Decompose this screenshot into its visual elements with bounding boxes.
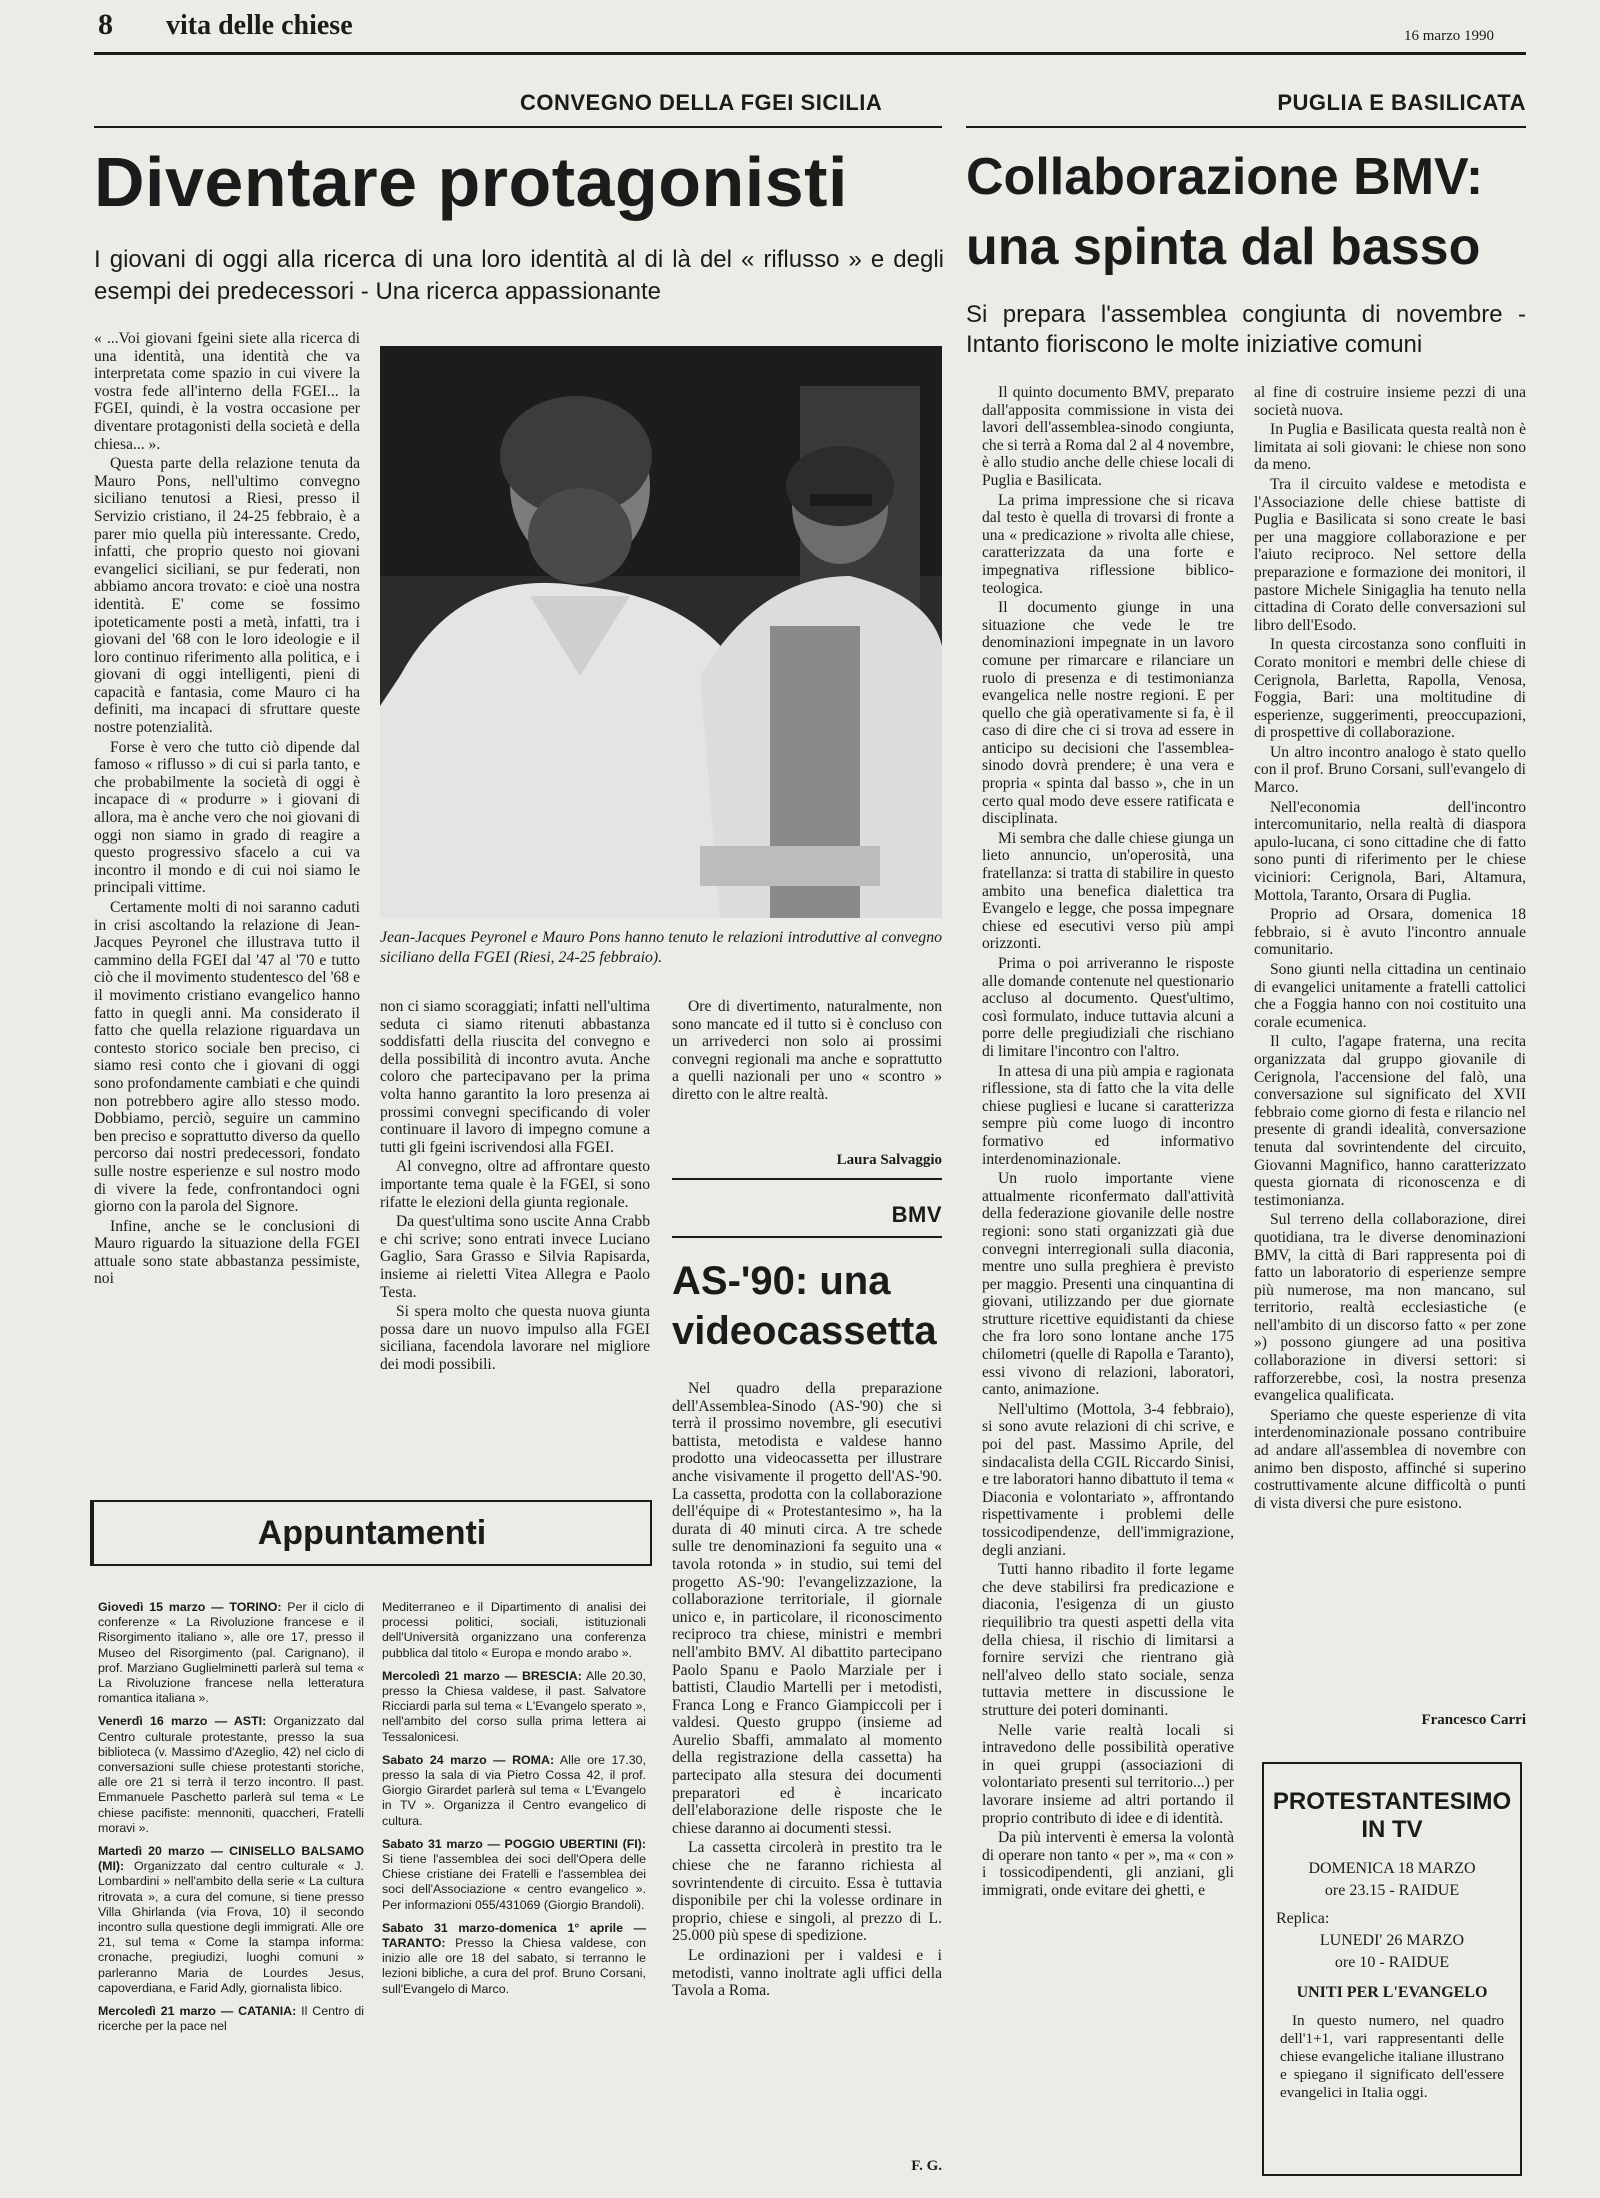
paragraph: Ore di divertimento, naturalmente, non sono mancate ed il tutto si è concluso con un arrivederci non solo ai prossimi convegni regionali ma anche e soprattutto a quelli nazionali per uno « scontro » diretto con le altre realtà.	[672, 998, 942, 1103]
article2-kicker: BMV	[891, 1202, 942, 1227]
article2-kicker-rule	[672, 1236, 942, 1238]
event-date: Venerdì 16 marzo — ASTI:	[98, 1714, 267, 1729]
event-text: Per il ciclo di conferenze « La Rivoluzione francese e il Risorgimento italiano », alle ore 17, presso il Museo del Risorgimento (pal. Carignano), il prof. Marziano Guglielminetti parlerà sul tema « La Rivoluzione francese nella letteratura romantica italiana ».	[98, 1600, 364, 1706]
article1-column-2	[380, 998, 650, 1468]
paragraph: Nell'economia dell'incontro intercomunitario, nella realtà di diaspora apulo-lucana, ci sono cittadine che di fatto sono punti di riferimento per le chiese viciniori: Cerignola, Bari, Altamura, Mottola, Taranto, Orsara di Puglia.	[1254, 798, 1526, 904]
event-text: Mediterraneo e il Dipartimento di analisi dei processi politici, sociali, istituzionali dell'Università organizzano una conferenza pubblica dal titolo « Europa e mondo arabo ».	[382, 1600, 646, 1660]
article2-top-rule	[672, 1178, 942, 1180]
paragraph: Nel quadro della preparazione dell'Assemblea-Sinodo (AS-'90) che si terrà il prossimo novembre, gli esecutivi battista, metodista e valdese hanno prodotto una videocassetta per illustrare anche visivamente il progetto dell'AS-'90. La cassetta, prodotta con la collaborazione dell'équipe di « Protestantesimo », ha la durata di 40 minuti circa. A tre schede sulle tre denominazioni fa seguito una « tavola rotonda » in studio, sui temi del progetto AS-'90: l'evangelizzazione, la collaborazione territoriale, il giornale unico e, in particolare, il riconoscimento reciproco tra chiese, ministri e membri nell'ambito BMV. Al dibattito partecipano Paolo Spanu e Paolo Marziale per i battisti, Claudio Martelli per i metodisti, Franca Long e Franco Giampiccoli per i valdesi. Questo gruppo (insieme ad Aurelio Sbaffi, ammalato al momento della registrazione della cassetta) ha partecipato alla stesura dei documenti preparatori ed è incaricato dell'elaborazione delle risposte che le chiese daranno ai documenti stessi.	[672, 1380, 942, 1837]
article1-signature: Laura Salvaggio	[836, 1152, 942, 1168]
paragraph: Nell'ultimo (Mottola, 3-4 febbraio), si sono avute relazioni di chi scrive, e poi del past. Massimo Aprile, del sindacalista della CGIL Riccardo Sinisi, e tre laboratori hanno dibattuto il tema « Diaconia e volontariato », affrontando rispettivamente i problemi delle tossicodipendenze, dell'immigrazione, degli anziani.	[982, 1400, 1234, 1559]
article3-column-1	[982, 384, 1234, 2184]
paragraph: non ci siamo scoraggiati; infatti nell'ultima seduta ci siamo ritenuti abbastanza soddisfatti della riuscita del convegno e della possibilità di incontro avuta. Anche coloro che partecipavano per la prima volta hanno garantito la loro presenza ai prossimi convegni specificando di voler continuare il lavoro di impegno comune a tutti gli fgeini iscrivendosi alla FGEI.	[380, 998, 650, 1156]
tv-box-title-line-1: PROTESTANTESIMO	[1272, 1788, 1512, 1815]
protestantesimo-tv-box	[1262, 1762, 1522, 2176]
event-date: Martedì 20 marzo — CINISELLO BALSAMO (MI):	[98, 1844, 364, 1874]
event-text: Presso la Chiesa valdese, con inizio alle ore 18 del sabato, si terranno le lezioni bibliche, a cura del prof. Bruno Corsani, sull'Evangelo di Marco.	[382, 1936, 646, 1996]
article1-headline: Diventare protagonisti	[94, 143, 848, 221]
event-text: Il Centro di ricerche per la pace nel	[98, 2004, 364, 2034]
event-date: Sabato 24 marzo — ROMA:	[382, 1752, 555, 1767]
appuntamenti-title-box	[90, 1500, 652, 1566]
article3-headline-line-2: una spinta dal basso	[966, 218, 1481, 276]
tv-airing-date: DOMENICA 18 MARZO	[1308, 1860, 1476, 1877]
event-text: Organizzato dal Centro culturale protestante, presso la sua biblioteca (v. Massimo d'Azeglio, 42) nel ciclo di conversazioni sulle chiese protestanti storiche, alle ore 21 si terrà il terzo incontro. Il past. Emmanuele Paschetto parlerà sul tema « Le chiese pacifiste: mennoniti, quaccheri, Fratelli moravi ».	[98, 1714, 364, 1835]
paragraph: Si spera molto che questa nuova giunta possa dare un nuovo impulso alla FGEI siciliana, facendola lavorare nel migliore dei modi possibili.	[380, 1303, 650, 1373]
tv-program-title: UNITI PER L'EVANGELO	[1296, 1984, 1488, 2001]
tv-replica-time: ore 10 - RAIDUE	[1334, 1954, 1450, 1971]
article1-column-1	[94, 330, 360, 1470]
article3-column-2	[1254, 384, 1526, 1704]
paragraph: Questa parte della relazione tenuta da Mauro Pons, nell'ultimo convegno siciliano tenutosi a Riesi, presso il Servizio cristiano, il 24-25 febbraio, è a parer mio quella più interessante. Credo, infatti, che proprio questo noi giovani evangelici siciliani, se pur federati, non abbiamo ancora trovato: e cioè una nostra identità. E' come se fossimo ipoteticamente posti a metà, infatti, tra i giovani del '68 con le loro ideologie e il loro continuo riferimento alla politica, e i giovani di oggi intelligenti, pieni di capacità e fantasia, come Mauro ci ha definiti, ma incapaci di sfruttare queste nostre potenzialità.	[94, 455, 360, 737]
article3-signature: Francesco Carri	[1421, 1712, 1526, 1728]
convegno-photo	[380, 346, 942, 918]
event-date: Mercoledì 21 marzo — CATANIA:	[98, 2004, 297, 2019]
appuntamenti-column-1	[98, 1600, 364, 2185]
event-date: Giovedì 15 marzo — TORINO:	[98, 1600, 282, 1614]
event-item	[98, 1844, 364, 1996]
paragraph: Forse è vero che tutto ciò dipende dal famoso « riflusso » di cui si parla tanto, e che probabilmente la società di oggi è incapace di « produrre » i giovani di allora, ma è anche vero che noi giovani di oggi non siamo in grado di reagire a questo progressivo sfacelo a cui va incontro il mondo e di cui noi siamo le principali vittime.	[94, 738, 360, 897]
event-item	[382, 1753, 646, 1829]
paragraph: Mi sembra che dalle chiese giunga un lieto annuncio, un'operosità, una fratellanza: si tratta di stabilire in questo ambito una benefica dialettica tra Evangelo e legge, che possa impegnare chiese ed esecutivi verso più ampi orizzonti.	[982, 829, 1234, 953]
tv-program-description: In questo numero, nel quadro dell'1+1, vari rappresentanti delle chiese evangeliche italiane illustrano e spiegano il significato dell'essere evangelici in Italia oggi.	[1280, 2012, 1504, 2101]
tv-airing-time: ore 23.15 - RAIDUE	[1324, 1882, 1460, 1899]
appuntamenti-title: Appuntamenti	[257, 1514, 487, 1552]
article3-kicker: PUGLIA E BASILICATA	[1277, 90, 1526, 115]
event-item	[98, 1714, 364, 1836]
article1-deck: I giovani di oggi alla ricerca di una loro identità al di là del « riflusso » e degli esempi dei predecessori - Una ricerca appassionante	[94, 246, 944, 305]
paragraph: In questa circostanza sono confluiti in Corato monitori e membri delle chiese di Cerignola, Barletta, Rapolla, Venosa, Foggia, Bari: una moltitudine di esperienze, suggerimenti, preoccupazioni, di prospettive di collaborazione.	[1254, 636, 1526, 742]
event-item	[382, 1921, 646, 1997]
page-number: 8	[98, 8, 113, 41]
paragraph: Speriamo che queste esperienze di vita interdenominazionale possano contribuire ad andare all'assemblea di novembre con animo ben disposto, affinché si superino costruttivamente alcune difficoltà o punti di vista diversi che pure esistono.	[1254, 1406, 1526, 1512]
article3-headline-line-1: Collaborazione BMV:	[966, 148, 1484, 206]
event-text: Alle ore 17.30, presso la sala di via Pietro Cossa 42, il prof. Giorgio Girardet parlerà sul tema « L'Evangelo in TV ». Organizza il Centro evangelico di cultura.	[382, 1752, 646, 1828]
photo-caption: Jean-Jacques Peyronel e Mauro Pons hanno tenuto le relazioni introduttive al convegno siciliano della FGEI (Riesi, 24-25 febbraio).	[380, 929, 942, 966]
paragraph: Le ordinazioni per i valdesi e i metodisti, vanno inoltrate agli uffici della Tavola a Roma.	[672, 1947, 942, 2000]
paragraph: Sono giunti nella cittadina un centinaio di evangelici unitamente a fratelli cattolici che a Foggia hanno con noi costituito una corale ecumenica.	[1254, 961, 1526, 1031]
issue-date: 16 marzo 1990	[1404, 28, 1494, 44]
paragraph: Sul terreno della collaborazione, direi quotidiana, tra le diverse denominazioni BMV, la città di Bari rappresenta poi di fatto un laboratorio di esperienze sempre più numerose, ma non mancano, sul territorio, realtà ecclesiastiche (e nell'ambito di un discorso fatto « per zone ») possono giungere ad una positiva collaborazione in diversi settori: si rafforzerebbe, così, la nostra presenza evangelica qualificata.	[1254, 1211, 1526, 1405]
paragraph: Un altro incontro analogo è stato quello con il prof. Bruno Corsani, sull'evangelo di Marco.	[1254, 743, 1526, 797]
event-text: Organizzato dal centro culturale « J. Lombardini » nell'ambito della serie « La cultura ritrovata », a cura del comune, si tiene presso Villa Ghirlanda (via Frova, 10) il secondo incontro sulla questione degli immigrati. Alle ore 21, sul tema « Come la stampa informa: cronache, pregiudizi, luoghi comuni » parleranno Maria de Lourdes Jesus, capoverdiana, e Farid Adly, giornalista libico.	[98, 1859, 364, 1995]
paragraph: Il documento giunge in una situazione che vede le tre denominazioni impegnate in un lavoro comune per rimarcare e rilanciare un ruolo di presenza e di testimonianza evangelica nelle nostre regioni. E per quello che già operativamente si fa, è il caso di dire che ci si trova ad essere in anticipo su decisioni che l'assemblea-sinodo dovrà prendere; è una vera e propria « spinta dal basso », che in un certo qual modo deve essere ratificata e disciplinata.	[982, 599, 1234, 828]
paragraph: « ...Voi giovani fgeini siete alla ricerca di una identità, una identità che va interpretata come spazio in cui vivere la vostra fede all'interno della FGEI... la FGEI, quindi, è la vostra occasione per diventare protagonisti della società e della chiesa... ».	[94, 330, 360, 453]
photo-illustration	[380, 346, 942, 918]
appuntamenti-column-2	[382, 1600, 646, 2185]
section-title: vita delle chiese	[166, 10, 353, 41]
article1-kicker-rule	[94, 126, 942, 128]
event-date: Mercoledì 21 marzo — BRESCIA:	[382, 1668, 582, 1683]
tv-replica-date: LUNEDI' 26 MARZO	[1319, 1932, 1465, 1949]
article3-kicker-rule	[966, 126, 1526, 128]
paragraph: In Puglia e Basilicata questa realtà non è limitata ai soli giovani: le chiese non sono da meno.	[1254, 421, 1526, 474]
event-date: Sabato 31 marzo — POGGIO UBERTINI (FI):	[382, 1836, 646, 1851]
paragraph: Certamente molti di noi saranno caduti in crisi ascoltando la relazione di Jean-Jacques Peyronel che illustrava tutto il cammino della FGEI dal '47 al '70 e tutto ciò che il movimento studentesco del '68 e il movimento cristiano evangelico hanno fatto in quegli anni. Ma considerato il fatto che quella relazione riguardava un contesto storico sociale ben preciso, ci siamo resi conto che i giovani di oggi sono profondamente cambiati e che quindi non potrebbero agire allo stesso modo. Dobbiamo, perciò, seguire un cammino ben preciso e soprattutto diverso da quello percorso dai nostri predecessori, fondato sulle nostre esperienze e sul nostro modo di vivere la fede, confrontandoci ogni giorno con la parola del Signore.	[94, 899, 360, 1216]
masthead-rule	[94, 52, 1526, 55]
article1-kicker: CONVEGNO DELLA FGEI SICILIA	[520, 90, 883, 115]
paragraph: Tutti hanno ribadito il forte legame che deve stabilirsi fra predicazione e diaconia, l'esigenza di un giusto riequilibrio tra questi aspetti della vita della chiesa, il rischio di limitarsi a fornire servizi che rientrano già nell'alveo dello stato sociale, senza tuttavia mettere in discussione le strutture dei poteri dominanti.	[982, 1561, 1234, 1719]
article1-column-3	[672, 998, 942, 1106]
event-item	[98, 1600, 364, 1706]
tv-box-title-line-2: IN TV	[1361, 1816, 1423, 1843]
event-date: Sabato 31 marzo-domenica 1° aprile — TARANTO:	[382, 1920, 646, 1951]
paragraph: In attesa di una più ampia e ragionata riflessione, sta di fatto che la vita delle chiese pugliesi e lucane si caratterizza sempre più come luogo di incontro formativo ed informativo interdenominazionale.	[982, 1062, 1234, 1168]
paragraph: Nelle varie realtà locali si intravedono delle possibilità operative in quei gruppi (associazioni di volontariato presenti sul territorio...) per lavorare insieme ad altri portando il proprio contributo di idee e di identità.	[982, 1721, 1234, 1827]
paragraph: al fine di costruire insieme pezzi di una società nuova.	[1254, 384, 1526, 419]
event-text: Si tiene l'assemblea dei soci dell'Opera delle Chiese cristiane dei Fratelli e l'assemblea dei soci dell'Associazione « centro evangelico ». Per informazioni 055/431069 (Giorgio Brandoli).	[382, 1852, 646, 1912]
paragraph: Prima o poi arriveranno le risposte alle domande contenute nel questionario accluso al documento. Quest'ultimo, così formulato, induce tuttavia alcuni a porre delle pregiudiziali che rischiano di limitare l'incontro con l'altro.	[982, 955, 1234, 1060]
paragraph: Da quest'ultima sono uscite Anna Crabb e chi scrive; sono entrati invece Luciano Gaglio, Sara Grasso e Silvia Rapisarda, insieme ai rieletti Vitea Allegra e Paolo Testa.	[380, 1213, 650, 1301]
paragraph: Il culto, l'agape fraterna, una recita organizzata dal gruppo giovanile di Cerignola, l'accensione del falò, una conversazione sul significato del XVII febbraio come giorno di festa e rilancio nel presente di grandi idealità, conversazione tenuta dal sovrintendente del circuito, Giovanni Magnifico, hanno caratterizzato questa giornata di riconoscenza e di testimonianza.	[1254, 1033, 1526, 1209]
article2-signature: F. G.	[911, 2158, 942, 2174]
article3-deck: Si prepara l'assemblea congiunta di novembre - Intanto fioriscono le molte iniziative comuni	[966, 301, 1526, 358]
article2-headline-line-2: videocassetta	[672, 1309, 937, 1353]
event-item	[98, 2004, 364, 2034]
event-item	[382, 1669, 646, 1745]
paragraph: Al convegno, oltre ad affrontare questo importante tema quale è la FGEI, si sono rifatte le elezioni della giunta regionale.	[380, 1158, 650, 1211]
event-item	[382, 1837, 646, 1913]
paragraph: Un ruolo importante viene attualmente riconfermato dall'attività della federazione giovanile delle nostre regioni: sono stati organizzati già due convegni interregionali sulla diaconia, mentre uno sulla preghiera è previsto per maggio. Presenti una cinquantina di giovani, utilizzando per due giornate strutture ricettive equidistanti da chiese che fra loro sono lontane anche 175 chilometri (quelle di Rapolla e Taranto), essi vivono di relazioni, laboratori, canto, animazione.	[982, 1170, 1234, 1399]
event-text: Alle 20.30, presso la Chiesa valdese, il past. Salvatore Ricciardi parla sul tema « L'Evangelo sperato », nell'ambito del corso sulla prima lettera ai Tessalonicesi.	[382, 1668, 646, 1744]
paragraph: La prima impressione che si ricava dal testo è quella di trovarsi di fronte a una « predicazione » rivolta alle chiese, caratterizzata da una forte e impegnativa riflessione biblico-teologica.	[982, 491, 1234, 597]
paragraph: Tra il circuito valdese e metodista e l'Associazione delle chiese battiste di Puglia e Basilicata si sono create le basi per una maggiore collaborazione e per l'aiuto reciproco. Nel settore della preparazione e formazione dei monitori, il pastore Michele Sinigaglia ha tenuto nella cittadina di Corato delle conversazioni sul libro dell'Esodo.	[1254, 475, 1526, 634]
paragraph: Proprio ad Orsara, domenica 18 febbraio, si è avuto l'incontro annuale comunitario.	[1254, 906, 1526, 959]
tv-replica-label: Replica:	[1276, 1910, 1330, 1927]
event-item	[382, 1600, 646, 1661]
paragraph: Il quinto documento BMV, preparato dall'apposita commissione in vista dei lavori dell'assemblea-sinodo congiunta, che si terrà a Roma dal 2 al 4 novembre, è allo studio anche delle chiese locali di Puglia e Basilicata.	[982, 384, 1234, 489]
paragraph: Da più interventi è emersa la volontà di operare non tanto « per », ma « con » i tossicodipendenti, gli anziani, gli immigrati, onde evitare dei ghetti, e	[982, 1829, 1234, 1899]
article2-body	[672, 1380, 942, 2142]
article2-headline-line-1: AS-'90: una	[672, 1259, 891, 1303]
paragraph: La cassetta circolerà in prestito tra le chiese che ne faranno richiesta al sovrintendente di circuito. Essa è tuttavia disponibile per chi la volesse ordinare in proprio, chiese e singoli, al prezzo di L. 25.000 più spese di spedizione.	[672, 1839, 942, 1945]
paragraph: Infine, anche se le conclusioni di Mauro riguardo la situazione della FGEI attuale sono state abbastanza pessimiste, noi	[94, 1217, 360, 1288]
